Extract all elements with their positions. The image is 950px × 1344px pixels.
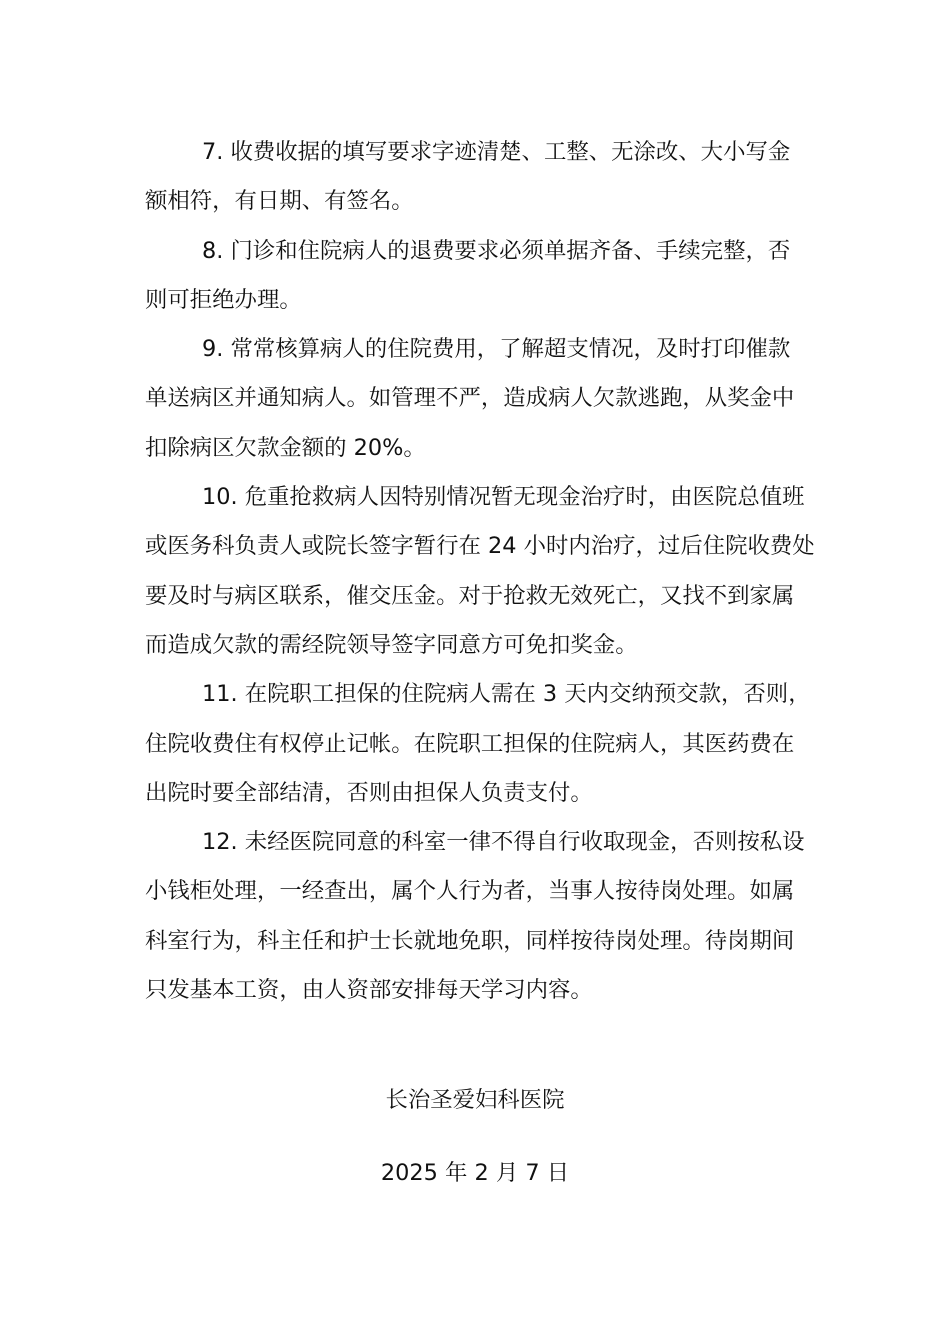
paragraph-line: 扣除病区欠款金额的 20%。 (145, 434, 426, 461)
paragraph-item-7 (145, 128, 805, 227)
paragraph-line: 只发基本工资，由人资部安排每天学习内容。 (145, 977, 593, 1004)
signature-organization: 长治圣爱妇科医院 (385, 1087, 565, 1113)
paragraph-line: 住院收费住有权停止记帐。在院职工担保的住院病人，其医药费在 (145, 730, 795, 757)
paragraph-line: 要及时与病区联系，催交压金。对于抢救无效死亡，又找不到家属 (145, 582, 795, 609)
paragraph-line: 11. 在院职工担保的住院病人需在 3 天内交纳预交款，否则， (202, 681, 811, 708)
paragraph-line: 12. 未经医院同意的科室一律不得自行收取现金，否则按私设 (202, 829, 805, 856)
paragraph-line: 10. 危重抢救病人因特别情况暂无现金治疗时，由医院总值班 (202, 484, 805, 511)
paragraph-item-9 (145, 325, 805, 473)
paragraph-line: 8. 门诊和住院病人的退费要求必须单据齐备、手续完整，否 (202, 237, 791, 264)
paragraph-item-12 (145, 818, 805, 1015)
paragraph-item-8 (145, 227, 805, 326)
paragraph-line: 9. 常常核算病人的住院费用，了解超支情况，及时打印催款 (202, 336, 791, 363)
paragraph-line: 则可拒绝办理。 (145, 286, 302, 313)
document-body (145, 128, 815, 1015)
paragraph-line: 而造成欠款的需经院领导签字同意方可免扣奖金。 (145, 631, 638, 658)
signature-date: 2025 年 2 月 7 日 (380, 1160, 570, 1186)
paragraph-line: 或医务科负责人或院长签字暂行在 24 小时内治疗，过后住院收费处 (145, 533, 815, 560)
paragraph-item-11 (145, 670, 811, 818)
paragraph-line: 额相符，有日期、有签名。 (145, 188, 414, 215)
paragraph-line: 7. 收费收据的填写要求字迹清楚、工整、无涂改、大小写金 (202, 139, 791, 165)
paragraph-line: 小钱柜处理，一经查出，属个人行为者，当事人按待岗处理。如属 (145, 878, 795, 905)
paragraph-line: 科室行为，科主任和护士长就地免职，同样按待岗处理。待岗期间 (145, 927, 795, 954)
paragraph-line: 单送病区并通知病人。如管理不严，造成病人欠款逃跑，从奖金中 (145, 385, 795, 412)
paragraph-line: 出院时要全部结清，否则由担保人负责支付。 (145, 779, 593, 806)
paragraph-item-10 (145, 473, 815, 670)
